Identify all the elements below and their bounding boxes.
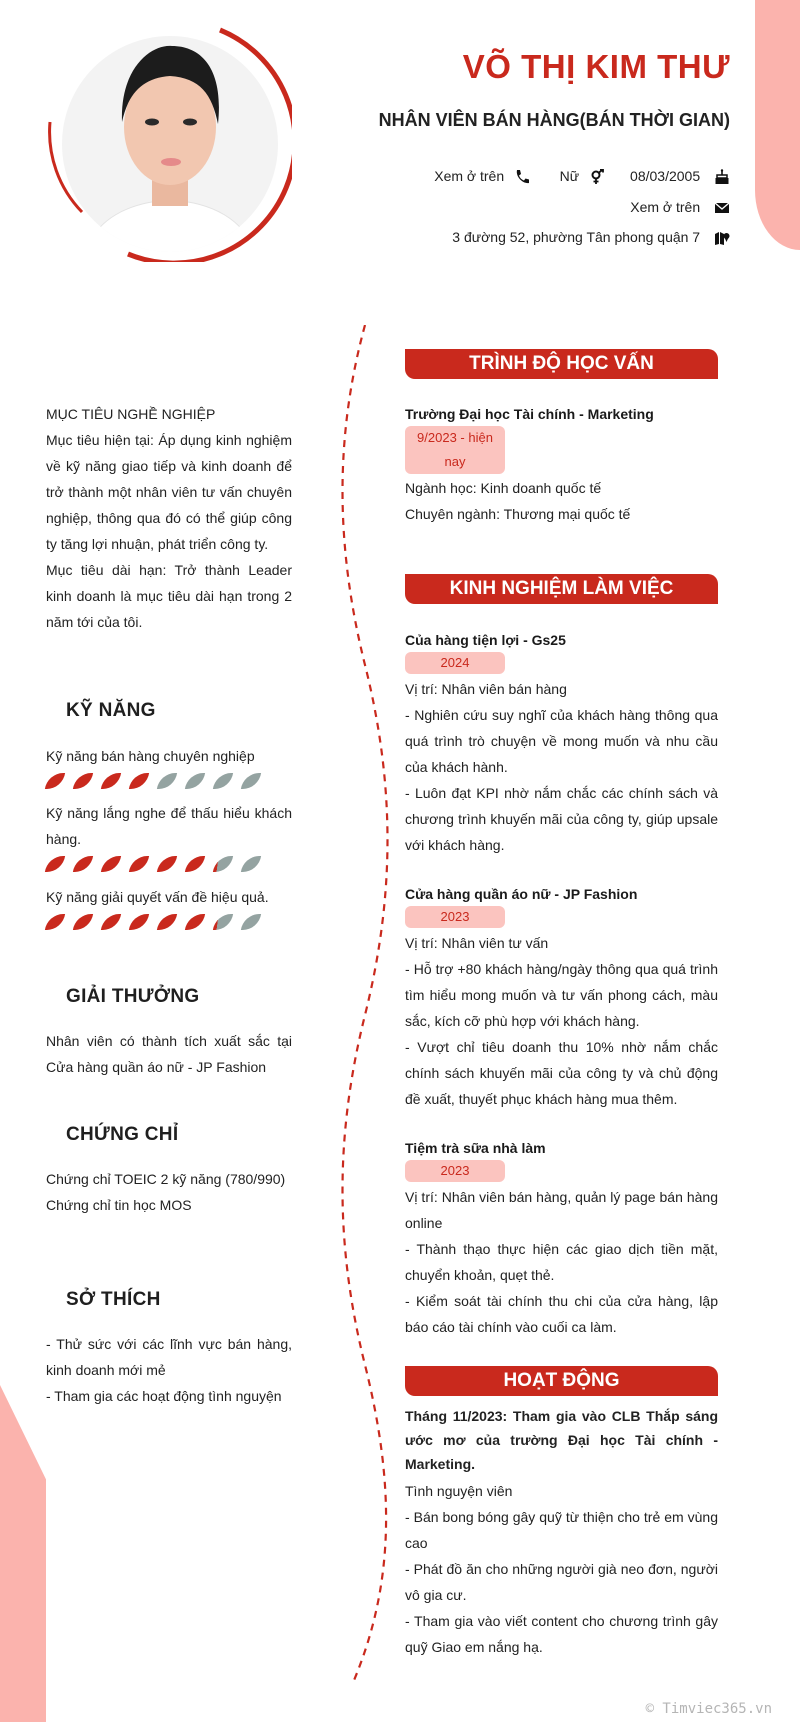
email-row — [630, 199, 730, 216]
skill-label: Kỹ năng bán hàng chuyên nghiệp — [46, 748, 255, 764]
education-banner: TRÌNH ĐỘ HỌC VẤN — [405, 349, 718, 379]
envelope-icon — [714, 200, 730, 216]
skill-dot — [185, 773, 205, 789]
hobbies-list — [46, 1331, 292, 1409]
job-year-badge: 2023 — [405, 906, 505, 928]
job-duty: - Kiểm soát tài chính thu chi của cửa hàng, lập báo cáo tài chính vào cuối ca làm. — [405, 1293, 718, 1335]
candidate-name: VÕ THỊ KIM THƯ — [462, 48, 730, 85]
awards-text: Nhân viên có thành tích xuất sắc tại Cửa hàng quần áo nữ - JP Fashion — [46, 1033, 292, 1075]
email-value: Xem ở trên — [630, 199, 701, 215]
skill-dot — [73, 773, 93, 789]
job-company: Tiệm trà sữa nhà làm — [405, 1140, 546, 1156]
address-row — [452, 229, 730, 246]
skill-dot — [157, 856, 177, 872]
skill-rating — [46, 856, 266, 876]
skill-dot — [213, 856, 233, 872]
phone-icon — [514, 169, 530, 185]
gender-row — [560, 168, 605, 185]
job-duty: - Vượt chỉ tiêu doanh thu 10% nhờ nắm chắc chính sách khuyến mãi của công ty và chủ động đề xuất, thuyết phục khách hàng mua thêm. — [405, 1039, 718, 1107]
activity-details — [405, 1478, 718, 1660]
birthdate-value: 08/03/2005 — [630, 168, 701, 184]
certificates-list — [46, 1166, 292, 1218]
job-details — [405, 676, 718, 858]
experience-banner: KINH NGHIỆM LÀM VIỆC — [405, 574, 718, 604]
job-position: Vị trí: Nhân viên tư vấn — [405, 935, 549, 951]
skill-dot — [129, 773, 149, 789]
birthdate-row — [630, 168, 730, 185]
job-position: Vị trí: Nhân viên bán hàng, quản lý page bán hàng online — [405, 1189, 718, 1231]
skill-dot — [45, 856, 65, 872]
skill-dot — [213, 914, 233, 930]
education-details — [405, 475, 718, 527]
phone-value: Xem ở trên — [434, 168, 505, 184]
corner-decoration-bottom — [0, 1385, 46, 1722]
skill-dot — [157, 914, 177, 930]
activity-item: - Phát đồ ăn cho những người già neo đơn, người vô gia cư. — [405, 1561, 718, 1603]
hobby-item: - Tham gia các hoạt động tình nguyện — [46, 1388, 282, 1404]
skill-dot — [45, 773, 65, 789]
education-period-badge: 9/2023 - hiện nay — [405, 426, 505, 474]
skill-dot — [241, 914, 261, 930]
objective-short-term: Mục tiêu hiện tại: Áp dụng kinh nghiệm về kỹ năng giao tiếp và kinh doanh để trở thành một nhân viên tư vấn chuyên nghiệp, thông qua đó có thể giúp công ty tăng lợi nhuận, phát triển công ty. — [46, 432, 292, 552]
activity-item: - Bán bong bóng gây quỹ từ thiện cho trẻ em vùng cao — [405, 1509, 718, 1551]
skill-dot — [45, 914, 65, 930]
wavy-divider — [330, 325, 400, 1695]
activity-event: Tháng 11/2023: Tham gia vào CLB Thắp sáng ước mơ của trường Đại học Tài chính - Marketing. — [405, 1408, 718, 1472]
job-duty: - Luôn đạt KPI nhờ nắm chắc các chính sách và chương trình khuyến mãi của công ty, giúp upsale với khách hàng. — [405, 785, 718, 853]
hobby-item: - Thử sức với các lĩnh vực bán hàng, kinh doanh mới mẻ — [46, 1336, 292, 1378]
gender-value: Nữ — [559, 168, 580, 184]
job-duty: - Thành thạo thực hiện các giao dịch tiền mặt, chuyển khoản, quẹt thẻ. — [405, 1241, 718, 1283]
skill-dot — [241, 856, 261, 872]
phone-row — [434, 168, 530, 185]
map-marker-icon — [714, 230, 730, 246]
education-major: Ngành học: Kinh doanh quốc tế — [405, 480, 602, 496]
skill-dot — [129, 856, 149, 872]
skill-dot — [101, 914, 121, 930]
job-year-badge: 2023 — [405, 1160, 505, 1182]
skill-dot — [185, 914, 205, 930]
watermark: © Timviec365.vn — [645, 1701, 772, 1717]
job-title: NHÂN VIÊN BÁN HÀNG(BÁN THỜI GIAN) — [378, 110, 730, 130]
job-company: Cửa hàng quần áo nữ - JP Fashion — [405, 886, 638, 902]
school-name: Trường Đại học Tài chính - Marketing — [405, 406, 654, 422]
gender-icon — [589, 169, 605, 185]
skill-rating — [46, 914, 266, 934]
hobbies-title: SỞ THÍCH — [66, 1289, 161, 1310]
activity-item: - Tham gia vào viết content cho chương trình gây quỹ Giao em nắng hạ. — [405, 1613, 718, 1655]
skill-dot — [101, 773, 121, 789]
profile-photo — [42, 22, 292, 262]
awards-title: GIẢI THƯỞNG — [66, 986, 200, 1007]
job-company: Của hàng tiện lợi - Gs25 — [405, 632, 566, 648]
job-duty: - Hỗ trợ +80 khách hàng/ngày thông qua quá trình tìm hiểu mong muốn và tư vấn phong cách, màu sắc, kích cỡ phù hợp với khách hàng. — [405, 961, 718, 1029]
skill-label: Kỹ năng lắng nghe để thấu hiểu khách hàng. — [46, 805, 292, 847]
career-objective — [46, 401, 292, 635]
objective-title: MỤC TIÊU NGHỀ NGHIỆP — [46, 406, 216, 422]
objective-long-term: Mục tiêu dài hạn: Trở thành Leader kinh doanh là mục tiêu dài hạn trong 2 năm tới của tôi. — [46, 562, 292, 630]
education-specialization: Chuyên ngành: Thương mại quốc tế — [405, 506, 631, 522]
job-details — [405, 930, 718, 1112]
address-value: 3 đường 52, phường Tân phong quận 7 — [452, 229, 701, 245]
job-position: Vị trí: Nhân viên bán hàng — [405, 681, 567, 697]
skill-dot — [101, 856, 121, 872]
skill-label: Kỹ năng giải quyết vấn đề hiệu quả. — [46, 889, 269, 905]
activities-banner: HOẠT ĐỘNG — [405, 1366, 718, 1396]
job-year-badge: 2024 — [405, 652, 505, 674]
skill-dot — [73, 914, 93, 930]
activity-role: Tình nguyện viên — [405, 1483, 513, 1499]
corner-decoration-top — [755, 0, 800, 250]
skill-dot — [185, 856, 205, 872]
certificate-item: Chứng chỉ tin học MOS — [46, 1197, 192, 1213]
certificates-title: CHỨNG CHỈ — [66, 1124, 179, 1145]
skill-dot — [241, 773, 261, 789]
cake-icon — [714, 169, 730, 185]
certificate-item: Chứng chỉ TOEIC 2 kỹ năng (780/990) — [46, 1171, 286, 1187]
job-duty: - Nghiên cứu suy nghĩ của khách hàng thông qua quá trình trò chuyện về mong muốn và nhu cầu của khách hành. — [405, 707, 718, 775]
skill-dot — [157, 773, 177, 789]
skill-dot — [129, 914, 149, 930]
skills-title: KỸ NĂNG — [66, 700, 156, 721]
skill-dot — [73, 856, 93, 872]
skill-rating — [46, 773, 266, 793]
job-details — [405, 1184, 718, 1340]
skill-dot — [213, 773, 233, 789]
